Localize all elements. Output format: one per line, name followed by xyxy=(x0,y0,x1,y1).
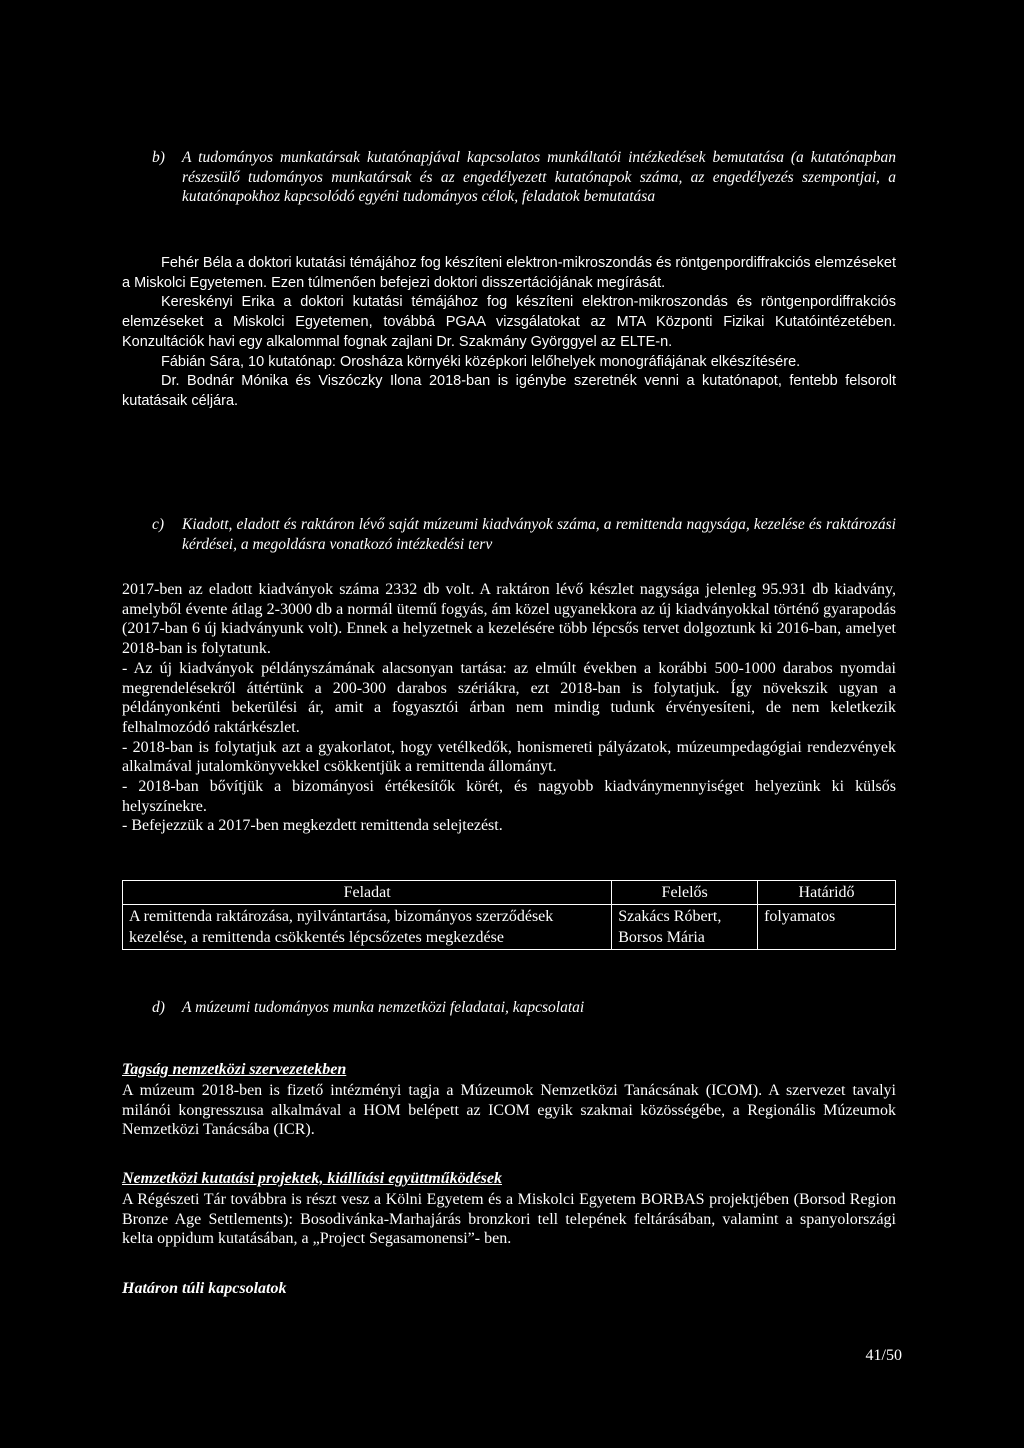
paragraph: - 2018-ban bővítjük a bizományosi értékesítők körét, és nagyobb kiadványmennyiséget helyezünk ki külsős helyszínekre. xyxy=(122,778,896,815)
membership-body xyxy=(122,1081,896,1140)
section-d-heading xyxy=(152,998,896,1018)
section-c-heading xyxy=(152,515,896,554)
membership-title: Tagság nemzetközi szervezetekben xyxy=(122,1061,347,1078)
section-b-marker: b) xyxy=(152,149,165,166)
page-number: 41/50 xyxy=(865,1347,902,1364)
paragraph: - Az új kiadványok példányszámának alacsonyan tartása: az elmúlt években a korábbi 500-1000 darabos nyomdai megrendelésekről áttértünk a 200-300 darabos szériákra, ezt 2018-ban is folytatjuk. Így növekszik ugyan a példányonkénti bekerülési ár, amit a fogyasztói árban nem mindig tudunk érvényesíteni, de nem keletkezik felhalmozódó raktárkészlet. xyxy=(122,659,896,736)
table-row xyxy=(123,905,896,950)
section-b-heading xyxy=(152,148,896,207)
paragraph: Fábián Sára, 10 kutatónap: Orosháza környéki középkori lelőhelyek monográfiájának elkészítésére. xyxy=(161,353,801,370)
section-c-title: Kiadott, eladott és raktáron lévő saját múzeumi kiadványok száma, a remittenda nagysága, kezelése és raktározási kérdései, a megoldásra vonatkozó intézkedési terv xyxy=(182,516,896,553)
section-c-body xyxy=(122,580,896,836)
table-header-row xyxy=(123,881,896,905)
projects-body xyxy=(122,1190,896,1249)
paragraph: A Régészeti Tár továbbra is részt vesz a Kölni Egyetem és a Miskolci Egyetem BORBAS projektjében (Borsod Region Bronze Age Settlements): Bosodivánka-Marhajárás bronzkori tell telepének feltárásában, valamint a spanyolországi kelta oppidum kutatásában, a „Project Segasamonensi”- ben. xyxy=(122,1191,896,1248)
table-cell: A remittenda raktározása, nyilvántartása, bizományos szerződések kezelése, a remittenda csökkentés lépcsőzetes megkezdése xyxy=(123,905,612,950)
task-table xyxy=(122,880,896,950)
table-cell: folyamatos xyxy=(758,905,896,950)
table-header-hatarido: Határidő xyxy=(758,881,896,905)
section-c-marker: c) xyxy=(152,516,165,533)
table-header-felelos: Felelős xyxy=(612,881,758,905)
section-b-title: A tudományos munkatársak kutatónapjával kapcsolatos munkáltatói intézkedések bemutatása (a kutatónapban részesülő tudományos munkatársak és az engedélyezett kutatónapok száma, az engedélyezés szempontjai, a kutatónapokhoz kapcsolódó egyéni tudományos célok, feladatok bemutatása xyxy=(182,149,896,205)
section-b-body xyxy=(122,254,896,412)
cross-border-title: Határon túli kapcsolatok xyxy=(122,1280,287,1297)
paragraph: - Befejezzük a 2017-ben megkezdett remittenda selejtezést. xyxy=(122,817,503,835)
paragraph: Fehér Béla a doktori kutatási témájához fog készíteni elektron-mikroszondás és röntgenpordiffrakciós elemzéseket a Miskolci Egyetemen. Ezen túlmenően befejezi doktori disszertációjának megírását. xyxy=(122,255,896,291)
section-d-marker: d) xyxy=(152,999,165,1016)
table-header-feladat: Feladat xyxy=(123,881,612,905)
paragraph: A múzeum 2018-ben is fizető intézményi tagja a Múzeumok Nemzetközi Tanácsának (ICOM). A szervezet tavalyi milánói kongresszusa alkalmával a HOM belépett az ICOM egyik szakmai közösségébe, a Regionális Múzeumok Nemzetközi Tanácsába (ICR). xyxy=(122,1082,896,1139)
paragraph: - 2018-ban is folytatjuk azt a gyakorlatot, hogy vetélkedők, honismereti pályázatok, múzeumpedagógiai rendezvények alkalmával jutalomkönyvekkel csökkentjük a remittenda állományt. xyxy=(122,738,896,776)
paragraph: 2017-ben az eladott kiadványok száma 2332 db volt. A raktáron lévő készlet nagysága jelenleg 95.931 db kiadvány, amelyből évente átlag 2-3000 db a normál ütemű fogyás, ám közel ugyanekkora az új kiadványokkal történő gyarapodás (2017-ban 6 új kiadványunk volt). Ennek a helyzetnek a kezelésére több lépcsős tervet dolgoztunk ki 2016-ban, amelyet 2018-ban is folytatunk. xyxy=(122,581,896,658)
table-cell: Szakács Róbert, Borsos Mária xyxy=(612,905,758,950)
section-d-title: A múzeumi tudományos munka nemzetközi feladatai, kapcsolatai xyxy=(182,999,585,1016)
paragraph: Kereskényi Erika a doktori kutatási témájához fog készíteni elektron-mikroszondás és röntgenpordiffrakciós elemzéseket a Miskolci Egyetemen, továbbá PGAA vizsgálatokat az MTA Központi Fizikai Kutatóintézetében. Konzultációk havi egy alkalommal fognak zajlani Dr. Szakmány Györggyel az ELTE-n. xyxy=(122,294,896,350)
paragraph: Dr. Bodnár Mónika és Viszóczky Ilona 2018-ban is igénybe szeretnék venni a kutatónapot, fentebb felsorolt kutatásaik céljára. xyxy=(122,373,896,409)
projects-title: Nemzetközi kutatási projektek, kiállítási együttműködések xyxy=(122,1170,502,1187)
